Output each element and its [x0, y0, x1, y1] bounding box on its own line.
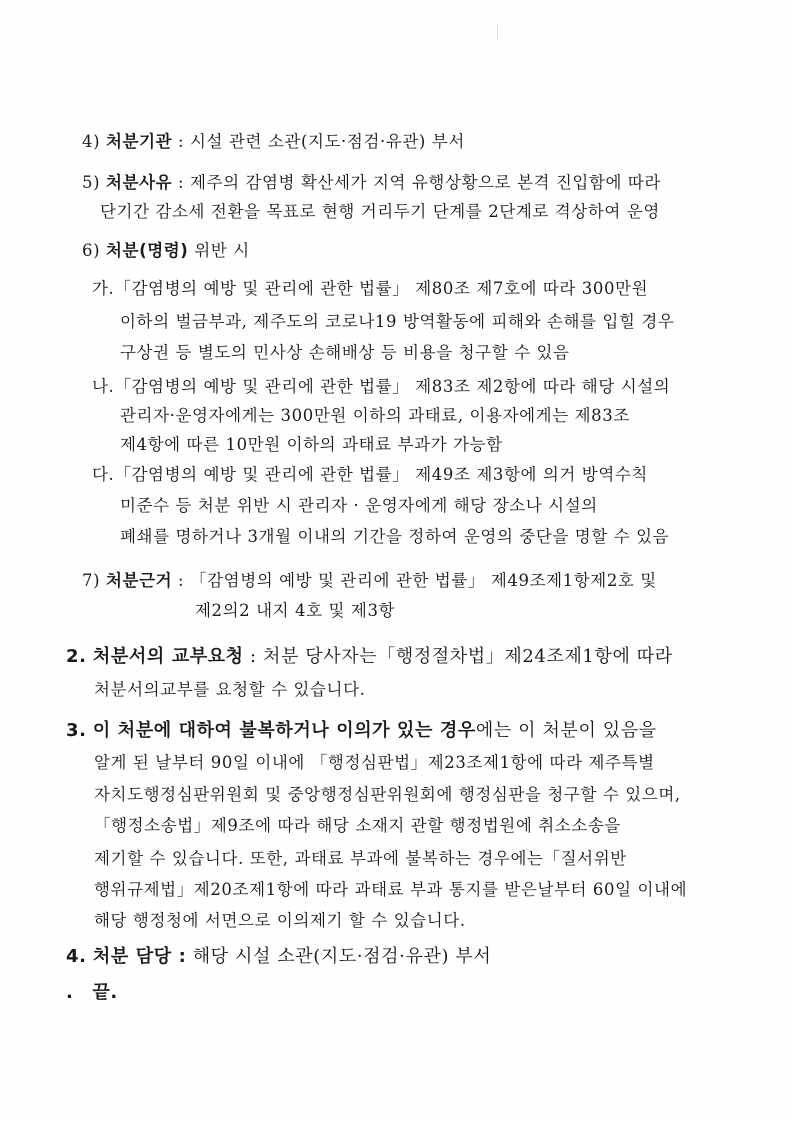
- section-heading: 이 처분에 대하여 불복하거나 이의가 있는 경우: [92, 720, 476, 741]
- item-text: 위반 시: [188, 241, 250, 260]
- item-7-continuation: 제2의2 내지 4호 및 제3항: [195, 601, 396, 620]
- item-heading: 처분기관: [106, 132, 173, 151]
- item-separator: :: [172, 173, 191, 192]
- section-text: 에는 이 처분이 있음을: [475, 720, 657, 741]
- scan-mark: [497, 24, 498, 40]
- section-number: 3.: [66, 720, 87, 741]
- subitem-label: 가.: [92, 279, 115, 298]
- item-number: 4): [82, 132, 101, 151]
- subitem-line: 「감염병의 예방 및 관리에 관한 법률」 제83조 제2항에 따라 해당 시설의: [114, 377, 671, 396]
- section-number: 4.: [66, 946, 87, 967]
- section-line: 자치도행정심판위원회 및 중앙행정심판위원회에 행정심판을 청구할 수 있으며,: [94, 785, 681, 804]
- section-line: 처분서의교부를 요청할 수 있습니다.: [94, 680, 366, 699]
- section-3: [66, 720, 657, 742]
- section-2: [66, 646, 673, 668]
- section-line: 해당 행정청에 서면으로 이의제기 할 수 있습니다.: [94, 911, 466, 930]
- item-6: [82, 240, 250, 262]
- subitem-label: 다.: [92, 465, 115, 484]
- section-text: : 처분 당사자는「행정절차법」제24조제1항에 따라: [243, 646, 673, 667]
- item-separator: :: [172, 571, 191, 590]
- subitem-label: 나.: [92, 377, 115, 396]
- item-heading: 처분(명령): [106, 241, 189, 260]
- item-separator: :: [172, 132, 191, 151]
- subitem-da: [92, 464, 648, 486]
- section-number: 2.: [66, 646, 87, 667]
- section-text: 해당 시설 소관(지도·점검·유관) 부서: [186, 946, 492, 967]
- section-line: 「행정소송법」제9조에 따라 해당 소재지 관할 행정법원에 취소소송을: [94, 816, 621, 835]
- subitem-line: 제4항에 따른 10만원 이하의 과태료 부과가 가능함: [120, 435, 503, 454]
- item-5: [82, 172, 661, 194]
- end-dot: .: [66, 982, 74, 1003]
- section-heading: 처분서의 교부요청: [92, 646, 244, 667]
- item-7: [82, 570, 657, 592]
- item-text: 제주의 감염병 확산세가 지역 유행상황으로 본격 진입함에 따라: [190, 173, 661, 192]
- subitem-line: 「감염병의 예방 및 관리에 관한 법률」 제49조 제3항에 의거 방역수칙: [114, 465, 648, 484]
- item-5-continuation: 단기간 감소세 전환을 목표로 현행 거리두기 단계를 2단계로 격상하여 운영: [100, 202, 660, 221]
- item-heading: 처분사유: [106, 173, 173, 192]
- subitem-line: 관리자·운영자에게는 300만원 이하의 과태료, 이용자에게는 제83조: [120, 406, 630, 425]
- item-number: 5): [82, 173, 101, 192]
- section-line: 행위규제법」제20조제1항에 따라 과태료 부과 통지를 받은날부터 60일 이내에: [94, 880, 688, 899]
- item-text: 시설 관련 소관(지도·점검·유관) 부서: [190, 132, 465, 151]
- item-heading: 처분근거: [106, 571, 173, 590]
- subitem-line: 구상권 등 별도의 민사상 손해배상 등 비용을 청구할 수 있음: [120, 343, 570, 362]
- section-line: 제기할 수 있습니다. 또한, 과태료 부과에 불복하는 경우에는「질서위반: [94, 849, 627, 868]
- end-text: 끝.: [92, 982, 118, 1003]
- subitem-line: 「감염병의 예방 및 관리에 관한 법률」 제80조 제7호에 따라 300만원: [114, 279, 649, 298]
- item-number: 6): [82, 241, 101, 260]
- subitem-line: 폐쇄를 명하거나 3개월 이내의 기간을 정하여 운영의 중단을 명할 수 있음: [120, 527, 670, 546]
- section-line: 알게 된 날부터 90일 이내에 「행정심판법」제23조제1항에 따라 제주특별: [94, 753, 655, 772]
- subitem-na: [92, 376, 670, 398]
- subitem-ga: [92, 278, 648, 300]
- document-end: [66, 982, 118, 1004]
- subitem-line: 미준수 등 처분 위반 시 관리자 · 운영자에게 해당 장소나 시설의: [120, 496, 598, 515]
- subitem-line: 이하의 벌금부과, 제주도의 코로나19 방역활동에 피해와 손해를 입힐 경우: [120, 312, 675, 331]
- section-4: [66, 946, 491, 968]
- item-number: 7): [82, 571, 101, 590]
- item-4: [82, 131, 465, 153]
- item-text: 「감염병의 예방 및 관리에 관한 법률」 제49조제1항제2호 및: [190, 571, 657, 590]
- section-heading: 처분 담당 :: [92, 946, 187, 967]
